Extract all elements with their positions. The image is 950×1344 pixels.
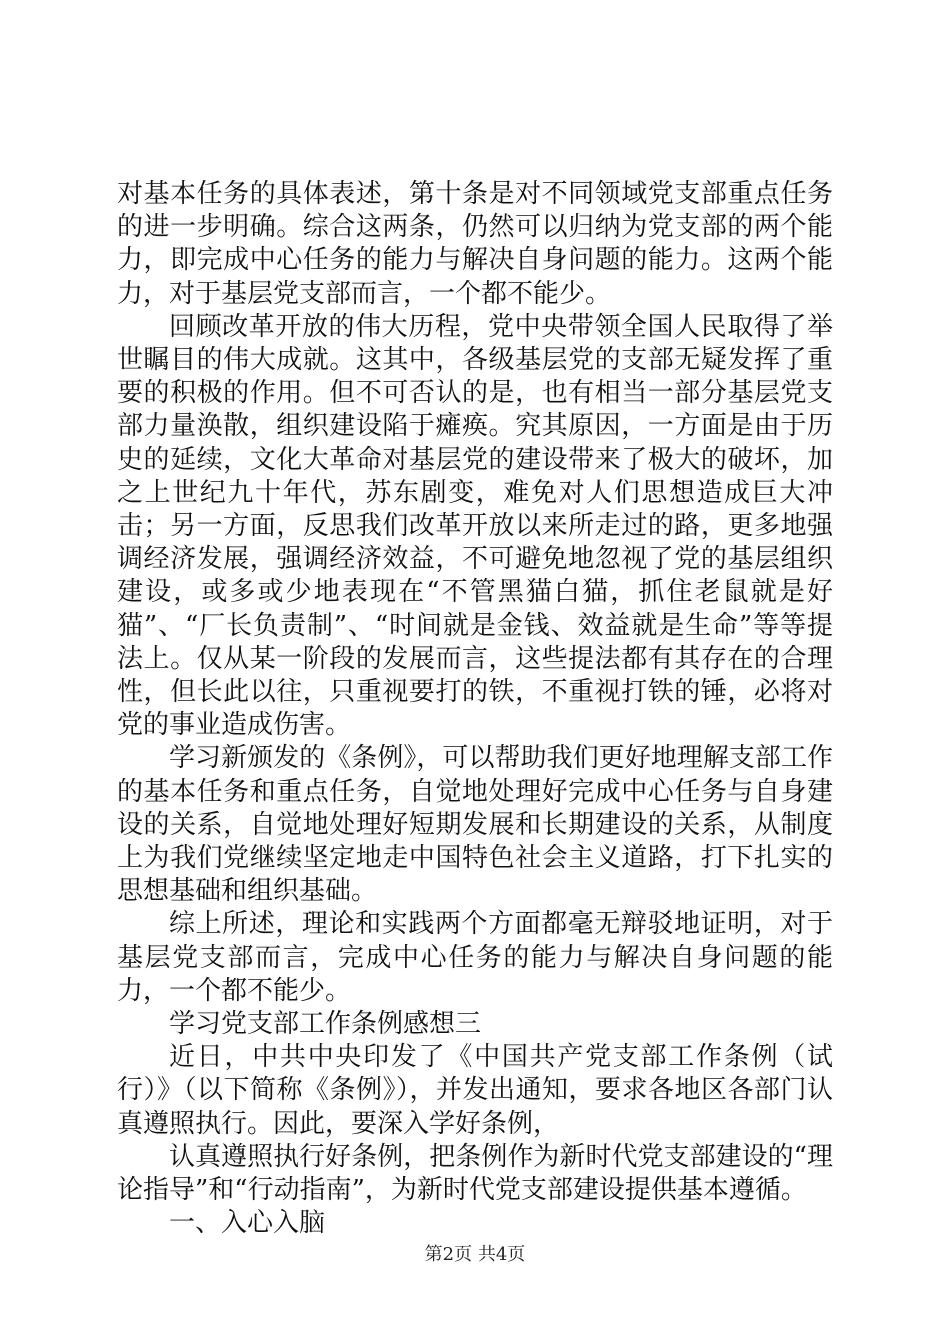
subheading-one: 一、入心入脑 bbox=[169, 1208, 326, 1239]
section-title: 学习党支部工作条例感想三 bbox=[169, 1009, 482, 1040]
paragraph-implementation: 认真遵照执行好条例，把条例作为新时代党支部建设的“理论指导”和“行动指南”，为新时代党支部建设提供基本遵循。 bbox=[117, 1141, 833, 1206]
paragraph-recent-notice: 近日，中共中央印发了《中国共产党支部工作条例（试行）》（以下简称《条例》），并发出通知，要求各地区各部门认真遵照执行。因此，要深入学好条例， bbox=[117, 1042, 833, 1139]
page-number-label: 第2页 共4页 bbox=[424, 1244, 526, 1265]
paragraph-continuation: 对基本任务的具体表述，第十条是对不同领域党支部重点任务的进一步明确。综合这两条，仍然可以归纳为党支部的两个能力，即完成中心任务的能力与解决自身问题的能力。这两个能力，对于基层党支部而言，一个都不能少。 bbox=[117, 179, 833, 309]
document-body bbox=[117, 178, 833, 1241]
page-footer bbox=[0, 1244, 950, 1266]
paragraph-study-regulations: 学习新颁发的《条例》，可以帮助我们更好地理解支部工作的基本任务和重点任务，自觉地处理好完成中心任务与自身建设的关系，自觉地处理好短期发展和长期建设的关系，从制度上为我们党继续坚定地走中国特色社会主义道路，打下扎实的思想基础和组织基础。 bbox=[117, 743, 833, 907]
paragraph-conclusion: 综上所述，理论和实践两个方面都毫无辩驳地证明，对于基层党支部而言，完成中心任务的能力与解决自身问题的能力，一个都不能少。 bbox=[117, 909, 833, 1006]
paragraph-reform-review: 回顾改革开放的伟大历程，党中央带领全国人民取得了举世瞩目的伟大成就。这其中，各级基层党的支部无疑发挥了重要的积极的作用。但不可否认的是，也有相当一部分基层党支部力量涣散，组织建设陷于瘫痪。究其原因，一方面是由于历史的延续，文化大革命对基层党的建设带来了极大的破坏，加之上世纪九十年代，苏东剧变，难免对人们思想造成巨大冲击；另一方面，反思我们改革开放以来所走过的路，更多地强调经济发展，强调经济效益，不可避免地忽视了党的基层组织建设，或多或少地表现在“不管黑猫白猫，抓住老鼠就是好猫”、“厂长负责制”、“时间就是金钱、效益就是生命”等等提法上。仅从某一阶段的发展而言，这些提法都有其存在的合理性，但长此以往，只重视要打的铁，不重视打铁的锤，必将对党的事业造成伤害。 bbox=[117, 311, 833, 741]
